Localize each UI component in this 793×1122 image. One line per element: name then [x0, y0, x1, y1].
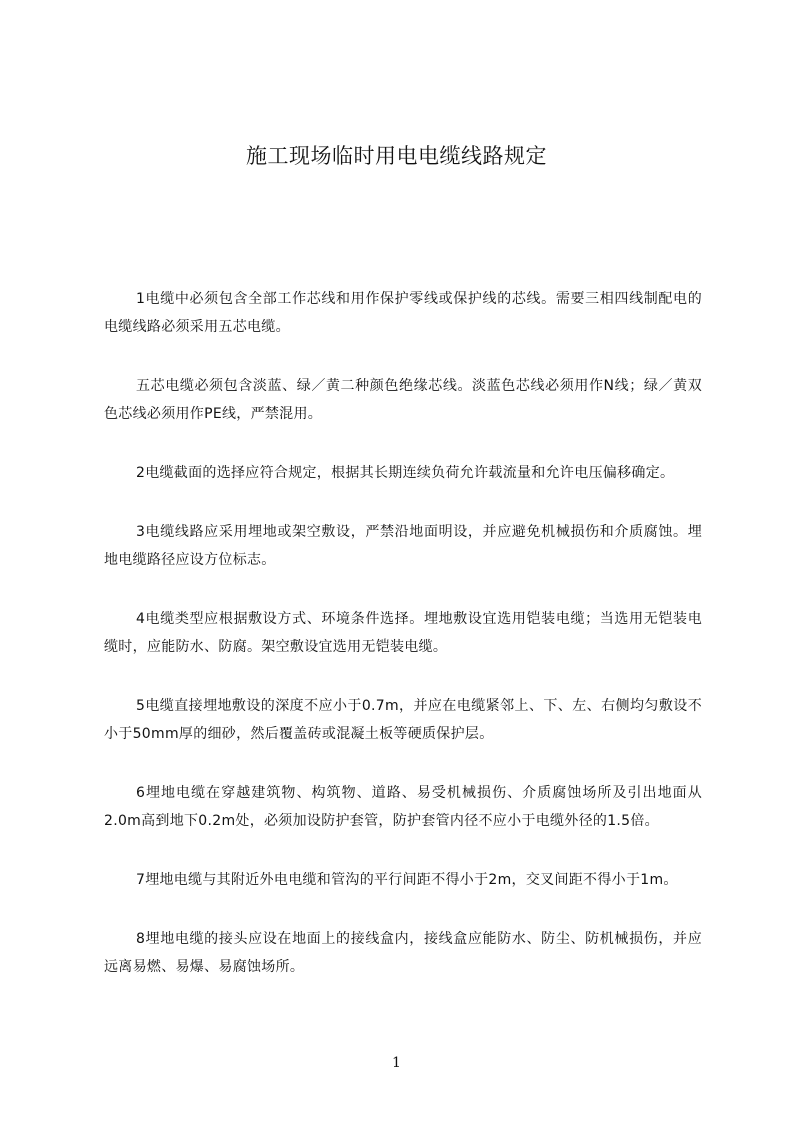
paragraph-9: 8埋地电缆的接头应设在地面上的接线盒内，接线盒应能防水、防尘、防机械损伤，并应远离易燃、易爆、易腐蚀场所。 — [104, 931, 702, 975]
paragraph-1: 1电缆中必须包含全部工作芯线和用作保护零线或保护线的芯线。需要三相四线制配电的电缆线路必须采用五芯电缆。 — [104, 291, 702, 335]
paragraph-5: 4电缆类型应根据敷设方式、环境条件选择。埋地敷设宜选用铠装电缆；当选用无铠装电缆时，应能防水、防腐。架空敷设宜选用无铠装电缆。 — [104, 611, 702, 655]
paragraph-8: 7埋地电缆与其附近外电电缆和管沟的平行间距不得小于2m，交叉间距不得小于1m。 — [136, 872, 678, 888]
paragraph-4: 3电缆线路应采用埋地或架空敷设，严禁沿地面明设，并应避免机械损伤和介质腐蚀。埋地电缆路径应设方位标志。 — [104, 524, 702, 568]
page-title: 施工现场临时用电电缆线路规定 — [246, 144, 547, 168]
document-body — [104, 285, 702, 1012]
paragraph-2: 五芯电缆必须包含淡蓝、绿／黄二种颜色绝缘芯线。淡蓝色芯线必须用作N线；绿／黄双色芯线必须用作PE线，严禁混用。 — [104, 378, 702, 422]
paragraph-7: 6埋地电缆在穿越建筑物、构筑物、道路、易受机械损伤、介质腐蚀场所及引出地面从2.0m高到地下0.2m处，必须加设防护套管，防护套管内径不应小于电缆外径的1.5倍。 — [104, 785, 702, 829]
paragraph-3: 2电缆截面的选择应符合规定，根据其长期连续负荷允许载流量和允许电压偏移确定。 — [136, 465, 675, 481]
paragraph-6: 5电缆直接埋地敷设的深度不应小于0.7m，并应在电缆紧邻上、下、左、右侧均匀敷设不小于50mm厚的细砂，然后覆盖砖或混凝土板等硬质保护层。 — [104, 698, 702, 742]
page-number: 1 — [392, 1055, 401, 1071]
